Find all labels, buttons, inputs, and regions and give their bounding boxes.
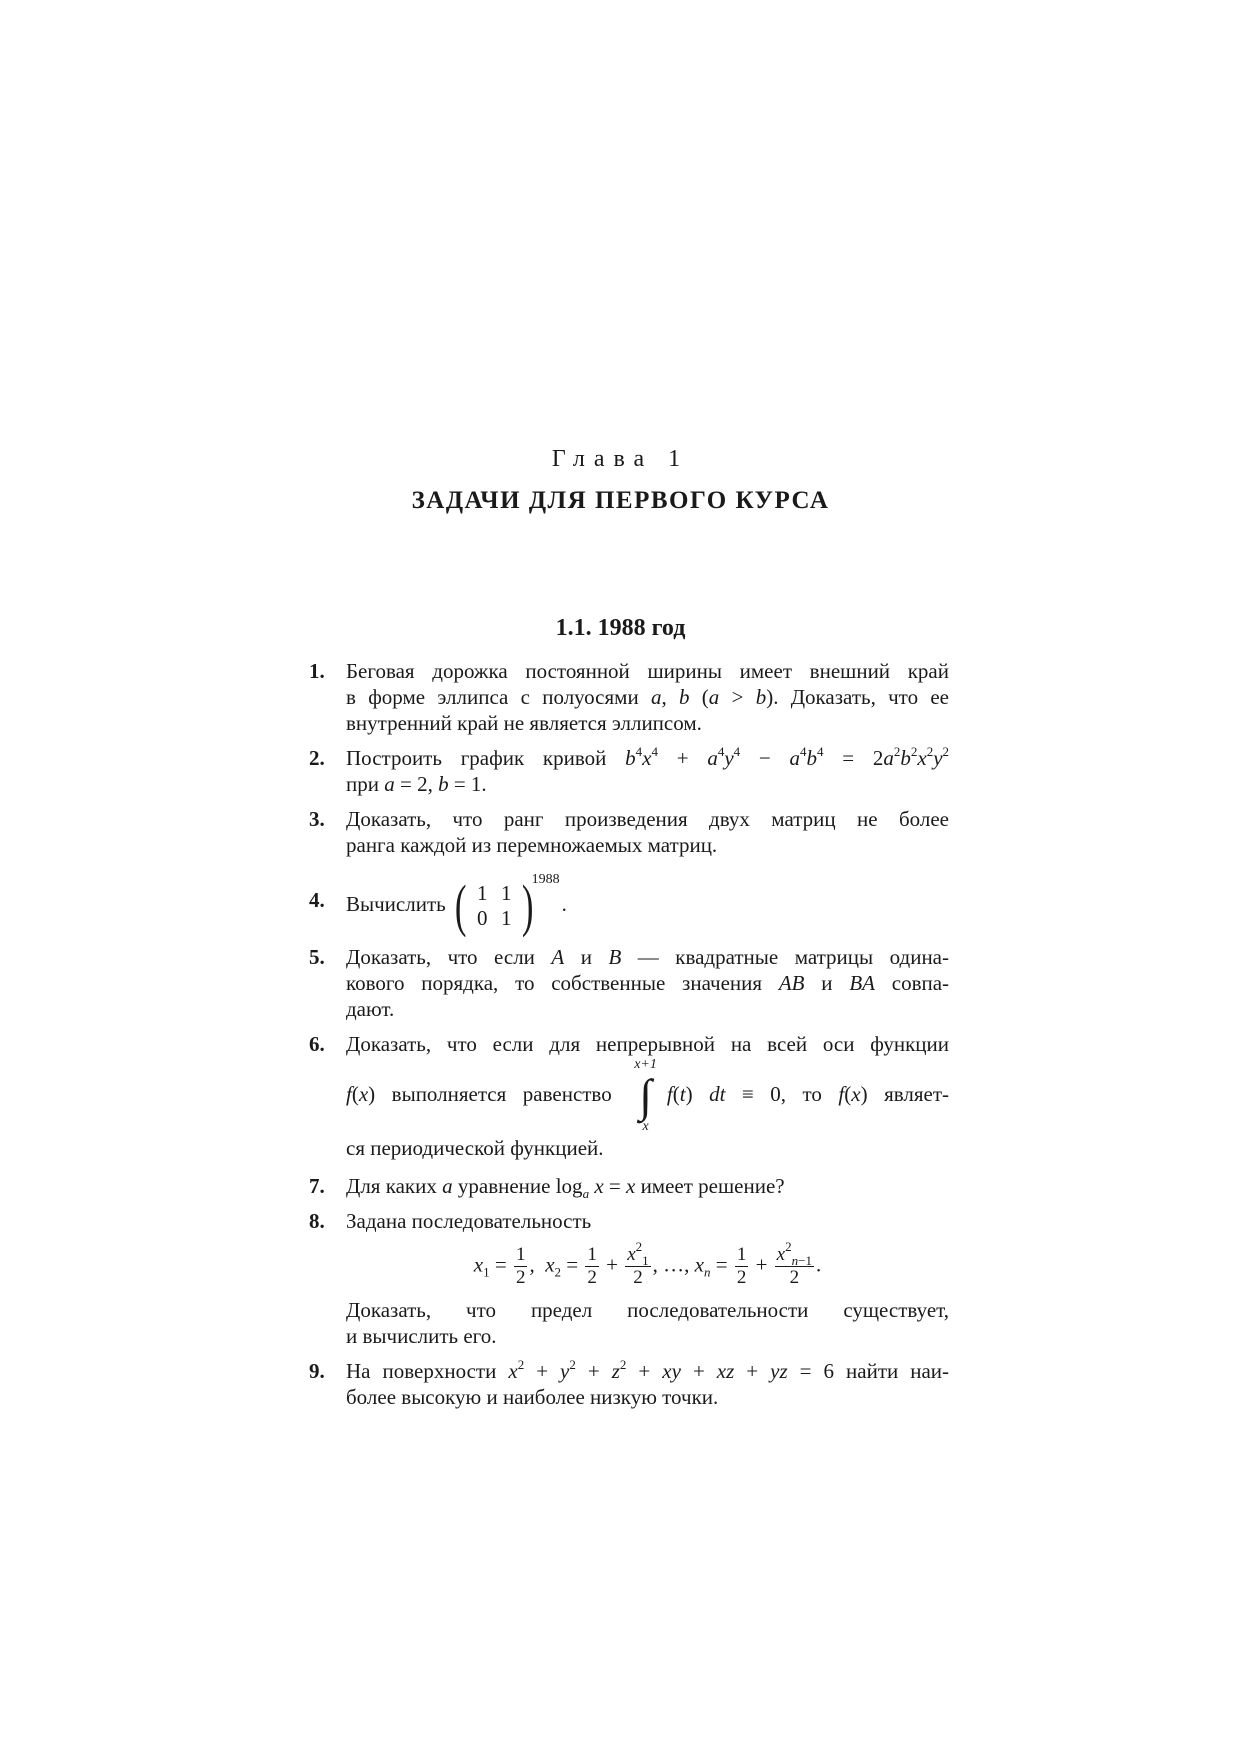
problem-text: Построить график кривой $b^4x^4 + a^4y^4 - a^4b^4 = 2a^2b^2x^2y^2$ bbox=[346, 744, 950, 770]
problem-number: 4. bbox=[309, 888, 325, 912]
problem-text: ранга каждой из перемножаемых матриц. bbox=[346, 833, 718, 857]
problem-text: Для каких a уравнение $\log_a x = x$ имеет решение? bbox=[346, 1174, 785, 1202]
problem-8 bbox=[309, 1208, 949, 1349]
matrix-exponent: 1988 bbox=[531, 872, 560, 887]
problem-text: внутренний край не является эллипсом. bbox=[346, 711, 702, 735]
problem-number: 7. bbox=[309, 1174, 325, 1199]
problem-number: 8. bbox=[309, 1209, 325, 1234]
problem-text: при a = 2, b = 1. bbox=[346, 772, 487, 796]
problem-text: Беговая дорожка постоянной ширины имеет внешний край bbox=[346, 659, 949, 683]
problem-9 bbox=[309, 1358, 949, 1410]
chapter-title: ЗАДАЧИ ДЛЯ ПЕРВОГО КУРСА bbox=[411, 487, 830, 514]
problem-text: ся периодической функцией. bbox=[346, 1136, 604, 1161]
problem-number: 1. bbox=[309, 659, 325, 683]
problem-text: Доказать, что если для непрерывной на всей оси функции bbox=[346, 1032, 949, 1057]
problem-5 bbox=[309, 944, 949, 1022]
problem-text: Доказать, что если A и B — квадратные матрицы одина- bbox=[346, 945, 949, 970]
problem-text: кового порядка, то собственные значения AB и BA совпа- bbox=[346, 971, 950, 996]
problem-text: Вычислить bbox=[346, 892, 446, 916]
problem-6 bbox=[309, 1031, 949, 1161]
problem-text: Доказать, что ранг произведения двух матриц не более bbox=[346, 807, 949, 831]
formula: $b^4x^4 + a^4y^4 - a^4b^4 = 2a^2b^2x^2y^2$ bbox=[625, 744, 950, 770]
sequence-formula: $x_1$ = $\frac{1}{2}$ , $x_2$ = $\frac{1}{2}$ + $\frac{x^2_1}{2}$ , …, $x_n$ = $\frac{1}{2}$ + $\frac{x^2_{n-1}}{2}$ . bbox=[473, 1239, 822, 1289]
matrix: ( 1 1 0 1 ) bbox=[454, 873, 534, 939]
problem-number: 5. bbox=[309, 945, 325, 970]
problem-text: более высокую и наиболее низкую точки. bbox=[346, 1385, 719, 1410]
section-title: 1.1. 1988 год bbox=[555, 615, 686, 641]
problem-text: Доказать, что предел последовательности существует, bbox=[346, 1298, 949, 1323]
integral: x+1 ∫ x bbox=[634, 1057, 657, 1135]
problem-1 bbox=[309, 658, 949, 736]
problem-number: 9. bbox=[309, 1359, 325, 1384]
chapter-label: Глава 1 bbox=[551, 446, 690, 472]
problem-7 bbox=[309, 1173, 949, 1202]
problem-3 bbox=[309, 806, 949, 858]
problem-number: 2. bbox=[309, 746, 325, 770]
problem-4: 4. Вычислить ( 1 1 0 1 ) $^{1988}$. bbox=[309, 872, 567, 939]
problem-2 bbox=[309, 745, 949, 797]
problem-text: f(x) выполняется равенство x+1 ∫ x f(t) dt ≡ 0, то f(x) являет- bbox=[346, 1057, 950, 1135]
problem-number: 6. bbox=[309, 1032, 325, 1057]
problem-number: 3. bbox=[309, 807, 325, 831]
problem-text: в форме эллипса с полуосями a, b (a > b). Доказать, что ее bbox=[346, 685, 949, 709]
problem-text: дают. bbox=[346, 997, 395, 1022]
problem-text: и вычислить его. bbox=[346, 1324, 497, 1349]
problem-list bbox=[309, 658, 949, 1419]
problem-text: Задана последовательность bbox=[346, 1209, 592, 1234]
problem-text: На поверхности $x^2 + y^2 + z^2$ + xy + xz + yz = 6 найти наи- bbox=[346, 1357, 950, 1384]
